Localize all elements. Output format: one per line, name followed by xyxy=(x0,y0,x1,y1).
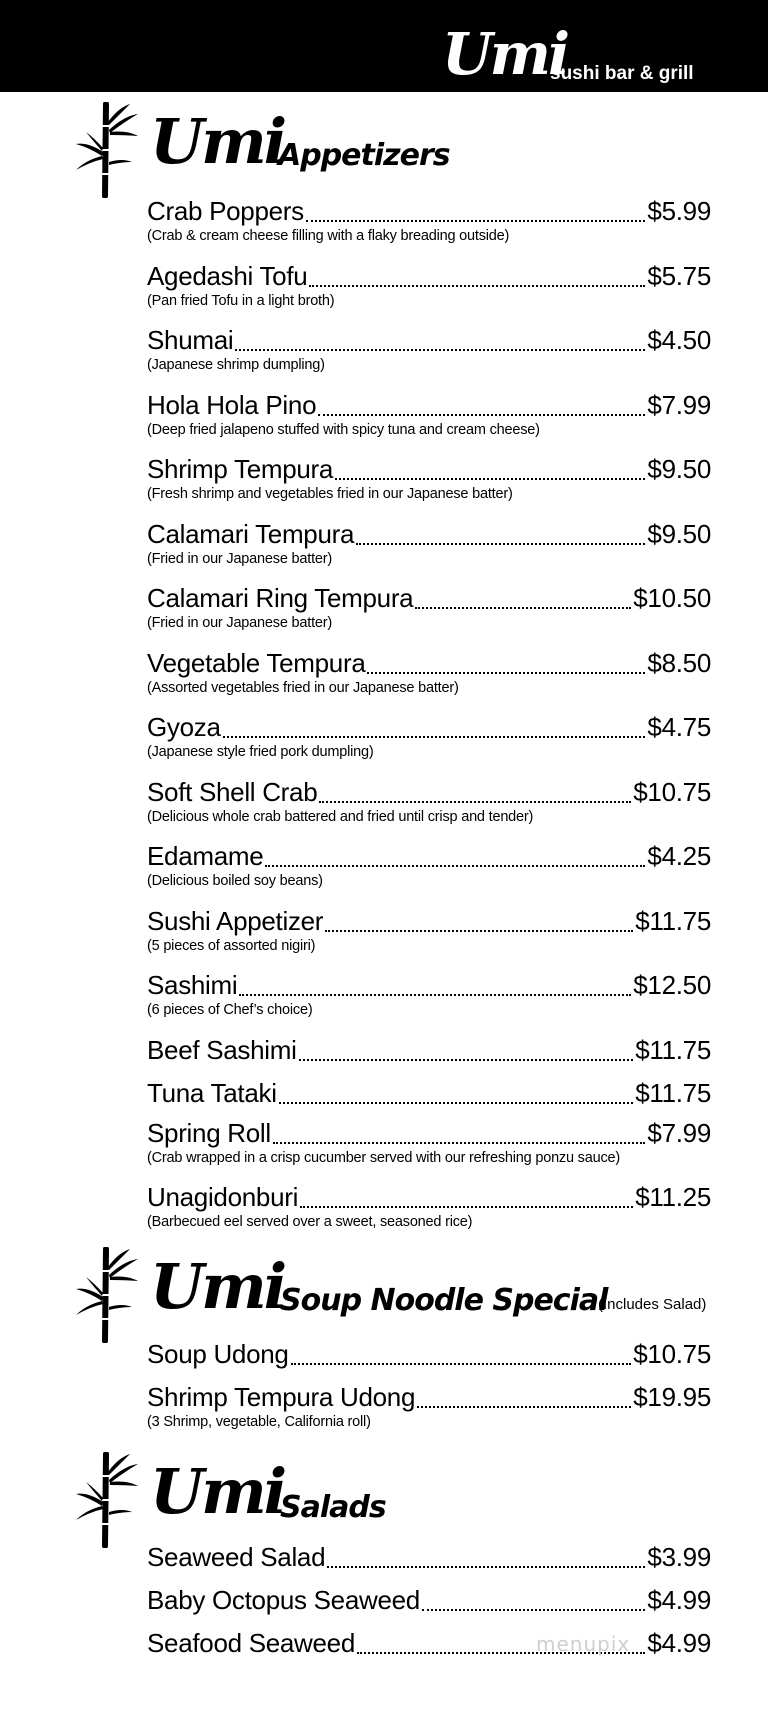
item-description: (Fried in our Japanese batter) xyxy=(147,615,333,631)
item-name: Tuna Tataki xyxy=(147,1077,277,1108)
item-description: (Crab & cream cheese filling with a flaky breading outside) xyxy=(147,228,510,244)
item-price: $10.75 xyxy=(633,1339,711,1369)
menu-item xyxy=(147,970,711,1035)
item-price: $4.99 xyxy=(647,1585,711,1615)
section-logo: Umi xyxy=(150,1250,285,1323)
menu-item xyxy=(147,261,711,326)
item-price: $4.50 xyxy=(647,325,711,355)
item-name: Gyoza xyxy=(147,712,221,742)
menu-item xyxy=(147,841,711,906)
item-price: $9.50 xyxy=(647,454,711,484)
item-description: (6 pieces of Chef’s choice) xyxy=(147,1002,313,1018)
dot-leader xyxy=(319,799,631,803)
menu-item xyxy=(147,1339,711,1382)
item-price: $10.75 xyxy=(633,776,711,807)
item-price: $5.99 xyxy=(647,196,711,226)
dot-leader xyxy=(279,1100,634,1104)
item-description: (Japanese shrimp dumpling) xyxy=(147,357,325,373)
item-name: Calamari Tempura xyxy=(147,518,355,549)
item-name: Crab Poppers xyxy=(147,196,304,226)
item-price: $11.75 xyxy=(635,1034,711,1065)
item-name: Agedashi Tofu xyxy=(147,260,308,291)
section-header-soup xyxy=(0,1245,768,1345)
menu-item xyxy=(147,325,711,390)
item-name: Baby Octopus Seaweed xyxy=(147,1585,420,1615)
menu-item xyxy=(147,777,711,842)
menu-item xyxy=(147,1035,711,1078)
item-price: $9.50 xyxy=(647,518,711,549)
soup-list xyxy=(147,1339,711,1442)
item-price: $5.75 xyxy=(647,260,711,291)
menu-item xyxy=(147,390,711,455)
item-description: (Delicious boiled soy beans) xyxy=(147,873,323,889)
dot-leader xyxy=(300,1204,633,1208)
dot-leader xyxy=(309,283,645,287)
menu-item xyxy=(147,583,711,648)
menu-item xyxy=(147,648,711,713)
menu-item xyxy=(147,712,711,777)
item-description: (Crab wrapped in a crisp cucumber served with our refreshing ponzu sauce) xyxy=(147,1149,620,1166)
item-description: (Japanese style fried pork dumpling) xyxy=(147,744,374,760)
item-name: Edamame xyxy=(147,841,264,871)
section-logo: Umi xyxy=(150,1455,285,1528)
item-name: Calamari Ring Tempura xyxy=(147,583,414,613)
item-name: Shrimp Tempura Udong xyxy=(147,1382,416,1412)
menu-item xyxy=(147,1382,711,1442)
item-price: $8.50 xyxy=(647,647,711,678)
dot-leader xyxy=(422,1607,645,1611)
header-bar xyxy=(0,0,768,92)
item-price: $12.50 xyxy=(633,970,711,1000)
item-name: Hola Hola Pino xyxy=(147,389,317,420)
item-price: $10.50 xyxy=(633,583,711,613)
dot-leader xyxy=(223,734,646,738)
dot-leader xyxy=(417,1404,631,1408)
item-name: Sashimi xyxy=(147,970,238,1000)
brand-logo: Umi xyxy=(442,20,567,88)
bamboo-icon xyxy=(72,1247,140,1343)
item-price: $4.75 xyxy=(647,712,711,742)
item-price: $4.25 xyxy=(647,841,711,871)
menu-item xyxy=(147,196,711,261)
item-price: $11.25 xyxy=(635,1182,711,1212)
dot-leader xyxy=(239,992,631,996)
item-price: $7.99 xyxy=(647,1117,711,1148)
section-title-appetizers: Appetizers xyxy=(278,138,450,173)
section-header-appetizers xyxy=(0,100,768,200)
menu-item xyxy=(147,519,711,584)
dot-leader xyxy=(273,1140,646,1144)
section-header-salads xyxy=(0,1450,768,1550)
item-name: Vegetable Tempura xyxy=(147,647,366,678)
item-price: $7.99 xyxy=(647,389,711,420)
item-description: (Deep fried jalapeno stuffed with spicy tuna and cream cheese) xyxy=(147,421,540,438)
dot-leader xyxy=(367,670,645,674)
menu-item xyxy=(147,1542,711,1585)
bamboo-icon xyxy=(72,102,140,198)
brand-subtitle: sushi bar & grill xyxy=(550,63,694,84)
item-price: $11.75 xyxy=(635,1077,711,1108)
item-description: (Pan fried Tofu in a light broth) xyxy=(147,292,335,309)
bamboo-icon xyxy=(72,1452,140,1548)
appetizers-list xyxy=(147,196,711,1247)
dot-leader xyxy=(356,541,645,545)
dot-leader xyxy=(306,218,646,222)
item-price: $3.99 xyxy=(647,1542,711,1572)
dot-leader xyxy=(265,863,645,867)
dot-leader xyxy=(325,928,633,932)
dot-leader xyxy=(327,1564,645,1568)
item-name: Shrimp Tempura xyxy=(147,454,334,484)
section-logo: Umi xyxy=(150,105,285,178)
section-title-salads: Salads xyxy=(280,1490,386,1525)
watermark: menupix xyxy=(536,1632,631,1656)
item-name: Spring Roll xyxy=(147,1117,271,1148)
dot-leader xyxy=(291,1361,632,1365)
section-note: (Includes Salad) xyxy=(598,1296,707,1313)
menu-item xyxy=(147,1585,711,1628)
dot-leader xyxy=(299,1057,634,1061)
item-description: (3 Shrimp, vegetable, California roll) xyxy=(147,1414,371,1430)
dot-leader xyxy=(415,605,631,609)
item-description: (Fried in our Japanese batter) xyxy=(147,550,333,567)
item-name: Beef Sashimi xyxy=(147,1034,297,1065)
menu-item xyxy=(147,1078,711,1118)
menu-item xyxy=(147,906,711,971)
dot-leader xyxy=(318,412,645,416)
item-name: Seafood Seaweed xyxy=(147,1628,356,1658)
item-name: Seaweed Salad xyxy=(147,1542,326,1572)
item-description: (5 pieces of assorted nigiri) xyxy=(147,937,316,954)
item-description: (Delicious whole crab battered and fried until crisp and tender) xyxy=(147,808,534,825)
item-description: (Fresh shrimp and vegetables fried in our Japanese batter) xyxy=(147,486,513,502)
item-name: Unagidonburi xyxy=(147,1182,299,1212)
menu-item xyxy=(147,1118,711,1183)
item-name: Sushi Appetizer xyxy=(147,905,324,936)
item-description: (Assorted vegetables fried in our Japanese batter) xyxy=(147,679,459,696)
item-name: Shumai xyxy=(147,325,234,355)
item-price: $11.75 xyxy=(635,905,711,936)
item-price: $4.99 xyxy=(647,1628,711,1658)
item-name: Soup Udong xyxy=(147,1339,289,1369)
dot-leader xyxy=(235,347,645,351)
menu-item xyxy=(147,1182,711,1247)
menu-item xyxy=(147,454,711,519)
item-price: $19.95 xyxy=(633,1382,711,1412)
dot-leader xyxy=(335,476,645,480)
section-title-soup: Soup Noodle Special xyxy=(280,1283,608,1318)
item-name: Soft Shell Crab xyxy=(147,776,318,807)
item-description: (Barbecued eel served over a sweet, seasoned rice) xyxy=(147,1214,473,1230)
